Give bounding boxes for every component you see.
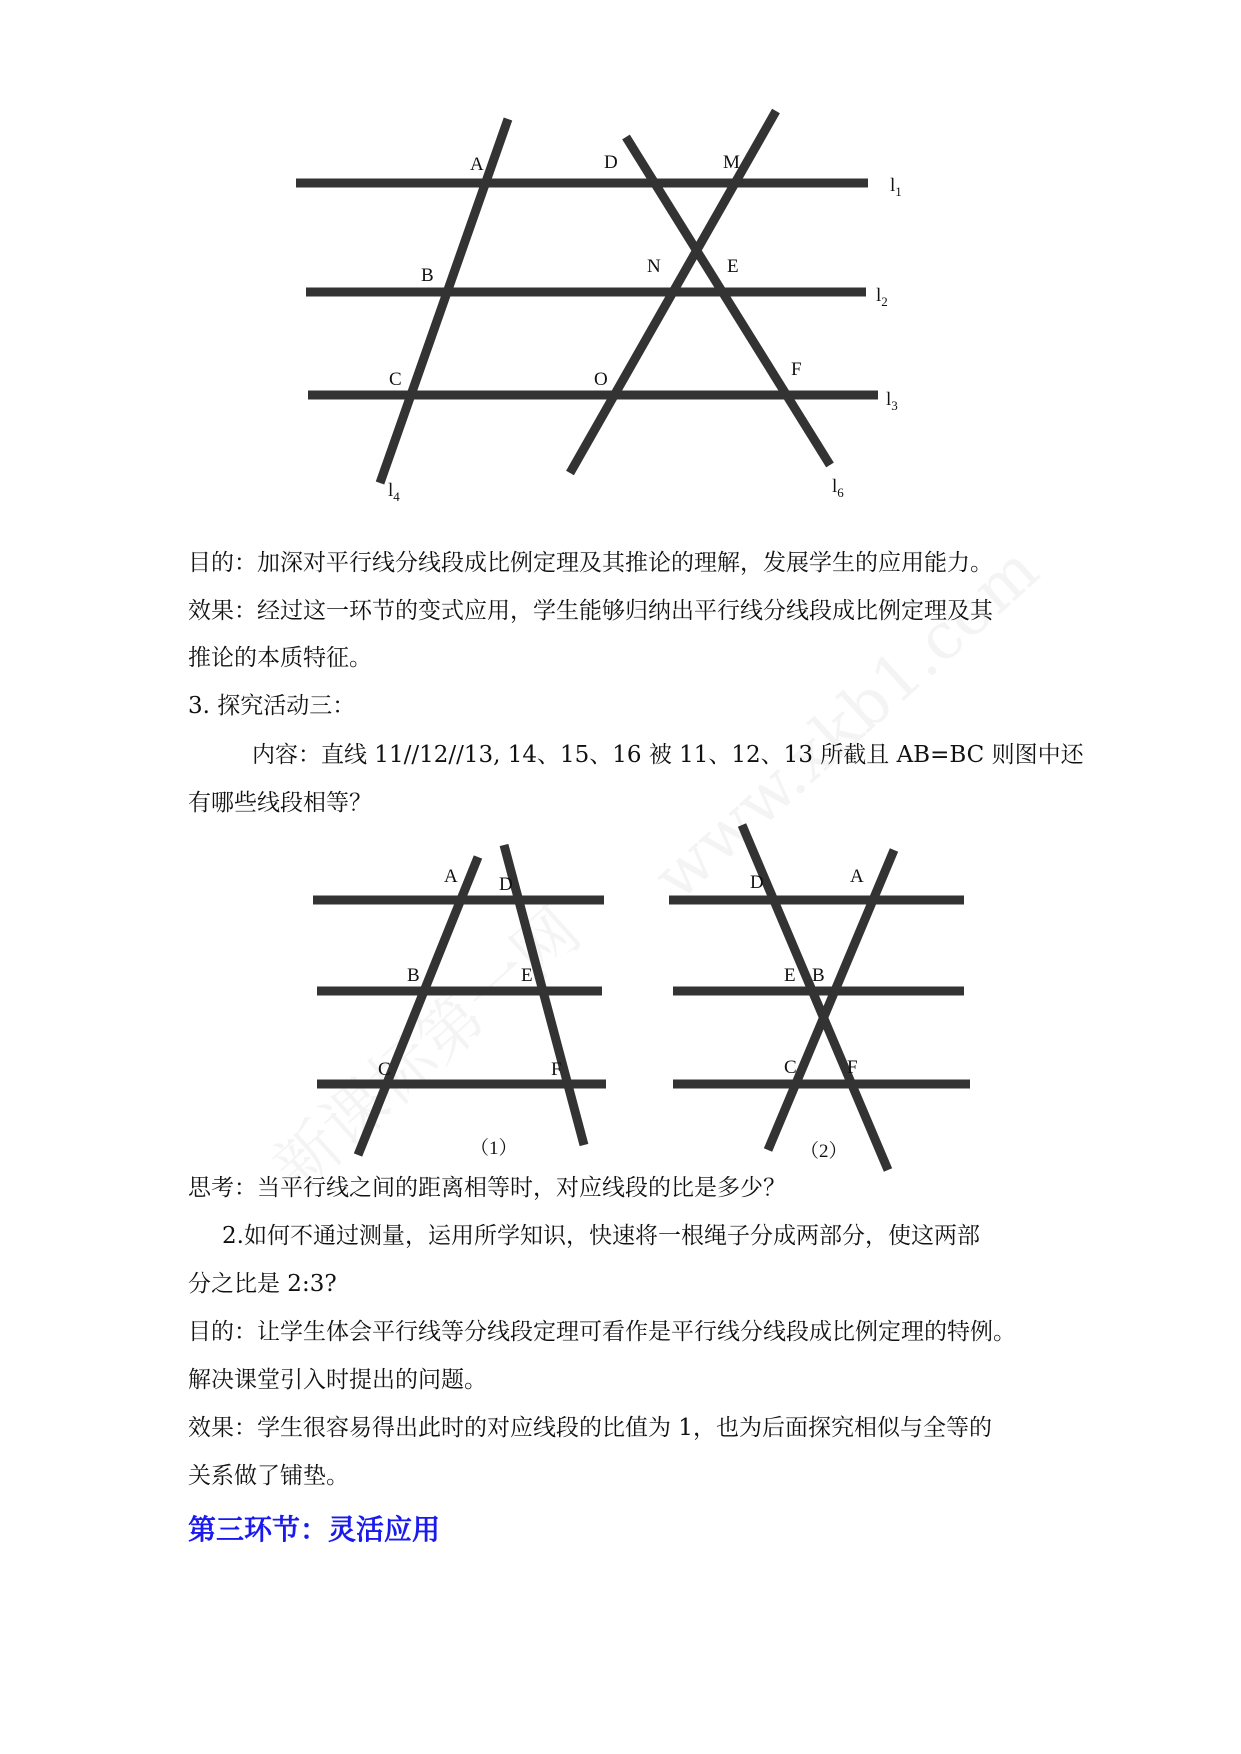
point-label-b: B [421, 265, 434, 286]
fig1-point-f: F [551, 1059, 562, 1080]
point-label-d: D [604, 152, 618, 173]
purpose-paragraph-1: 目的：加深对平行线分线段成比例定理及其推论的理解，发展学生的应用能力。 [188, 550, 993, 576]
line-label-l6: $l_6$ [832, 476, 844, 500]
effect-paragraph-2-line1: 效果：学生很容易得出此时的对应线段的比值为 1，也为后面探究相似与全等的 [188, 1415, 992, 1441]
point-label-m: M [723, 152, 740, 173]
fig2-point-d: D [750, 872, 764, 893]
fig1-point-c: C [378, 1059, 391, 1080]
effect-paragraph-2-line2: 关系做了铺垫。 [188, 1463, 349, 1489]
fig1-point-e: E [521, 965, 533, 986]
effect-paragraph-1-line2: 推论的本质特征。 [188, 645, 372, 671]
think-question-1: 思考：当平行线之间的距离相等时，对应线段的比是多少？ [188, 1175, 786, 1201]
line-label-l4: $l_4$ [388, 480, 400, 504]
section-heading-3: 第三环节：灵活应用 [188, 1513, 441, 1546]
fig1-point-a: A [444, 866, 458, 887]
line-label-l3: $l_3$ [886, 389, 898, 413]
activity3-heading: 3. 探究活动三： [188, 693, 356, 719]
point-label-e: E [727, 256, 739, 277]
fig2-caption: （2） [800, 1141, 848, 1162]
content-line2: 有哪些线段相等？ [188, 790, 372, 816]
fig2-point-e: E [784, 965, 796, 986]
fig1-point-d: D [499, 874, 513, 895]
fig2-point-c: C [784, 1057, 797, 1078]
content-line1: 内容：直线 11//12//13, 14、15、16 被 11、12、13 所截且 AB=BC 则图中还 [252, 742, 1084, 768]
think-question-2-line1: 2.如何不通过测量，运用所学知识，快速将一根绳子分成两部分，使这两部 [222, 1223, 980, 1249]
point-label-c: C [389, 369, 402, 390]
fig1-caption: （1） [470, 1138, 518, 1159]
line-label-l2: $l_2$ [876, 285, 888, 309]
fig2-point-a: A [850, 866, 864, 887]
point-label-a: A [470, 154, 484, 175]
fig2-transversal-def [742, 825, 888, 1170]
purpose-paragraph-2-line1: 目的：让学生体会平行线等分线段定理可看作是平行线分线段成比例定理的特例。 [188, 1319, 1016, 1345]
purpose-paragraph-2-line2: 解决课堂引入时提出的问题。 [188, 1367, 487, 1393]
fig2-transversal-abc [768, 850, 894, 1150]
think-question-2-line2: 分之比是 2:3? [188, 1271, 337, 1297]
fig2-point-f: F [847, 1057, 858, 1078]
point-label-f: F [791, 359, 802, 380]
line-label-l1: $l_1$ [890, 175, 902, 199]
point-label-n: N [647, 256, 661, 277]
effect-paragraph-1-line1: 效果：经过这一环节的变式应用，学生能够归纳出平行线分线段成比例定理及其 [188, 598, 993, 624]
fig2-point-b: B [812, 965, 825, 986]
fig1-point-b: B [407, 965, 420, 986]
point-label-o: O [594, 369, 608, 390]
